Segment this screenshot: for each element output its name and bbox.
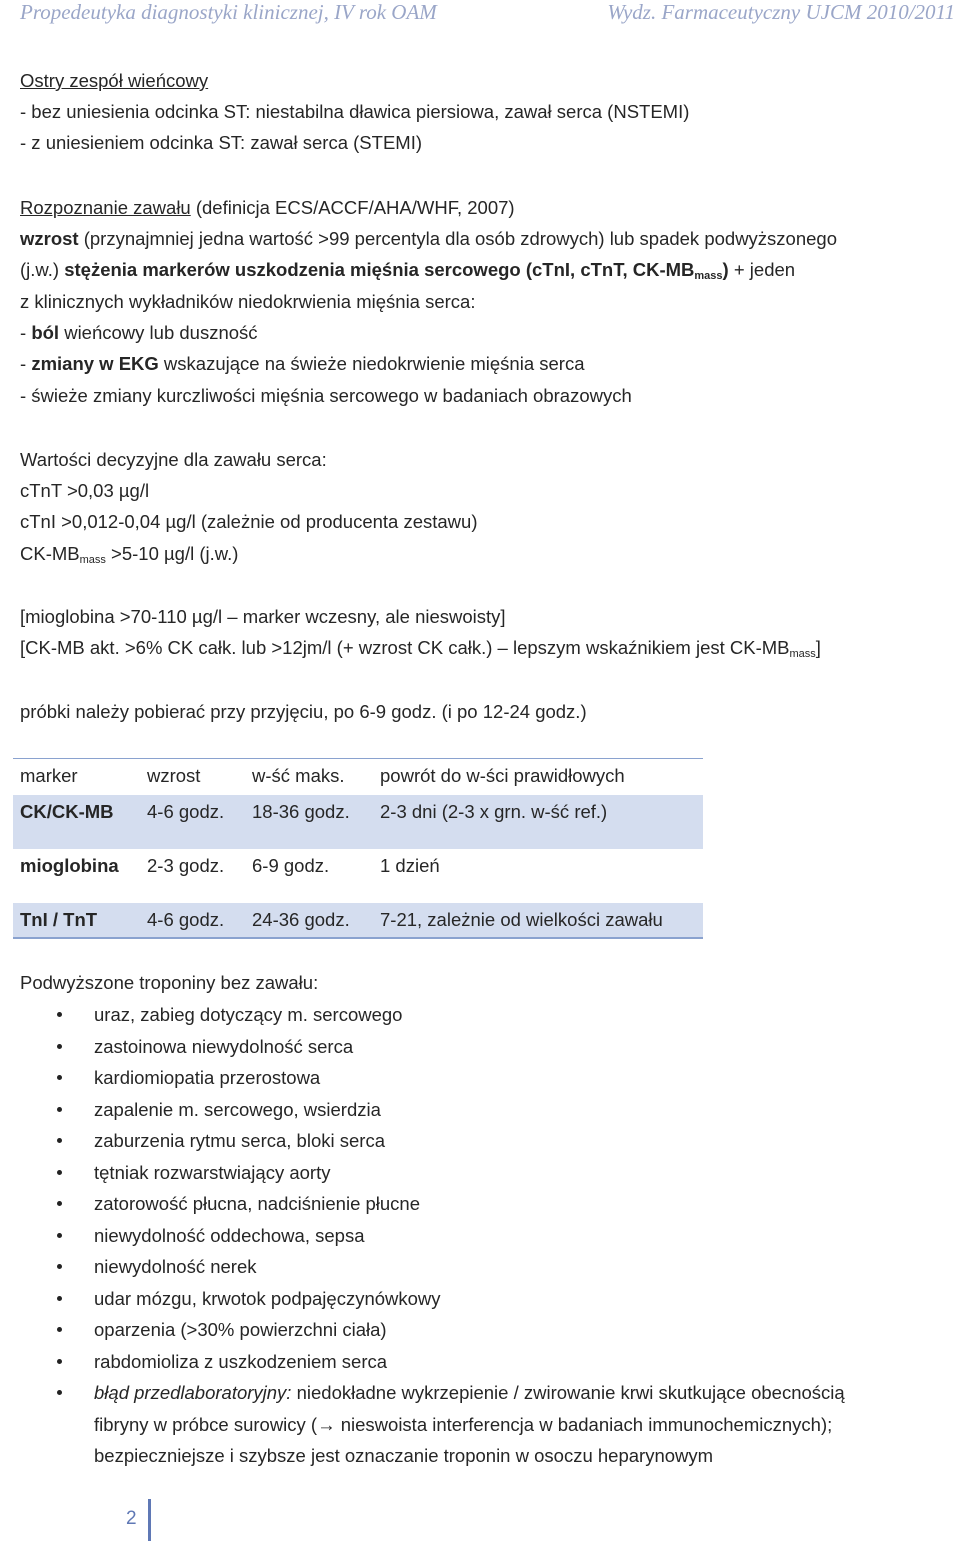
header-course: Propedeutyka diagnostyki klinicznej, IV rok OAM [20,0,437,24]
table-cell: 2-3 dni (2-3 x grn. w-ść ref.) [380,801,608,822]
diag-l4-a: - [20,322,32,343]
table-cell: 4-6 godz. [147,801,225,822]
bullet-icon [57,1296,62,1301]
table-cell-marker: CK/CK-MB [20,801,114,822]
decision-title: Wartości decyzyjne dla zawału serca: [20,449,327,470]
list-item: tętniak rozwarstwiający aorty [94,1162,331,1183]
diag-l1-bold: wzrost [20,228,79,249]
bullet-icon [57,1138,62,1143]
diag-line-3: z klinicznych wykładników niedokrwienia mięśnia serca: [20,291,476,312]
diag-l4-bold: ból [31,322,60,343]
last-item-italic: błąd przedlaboratoryjny: [94,1382,292,1403]
list-item: zastoinowa niewydolność serca [94,1036,354,1057]
diag-line-2 [20,258,795,282]
bullet-icon [57,1107,62,1112]
table-row [13,849,703,903]
decision-line-3 [20,542,238,566]
table-cell: 7-21, zależnie od wielkości zawału [380,909,663,930]
list-item: zatorowość płucna, nadciśnienie płucne [94,1193,421,1214]
list-item: rabdomioliza z uszkodzeniem serca [94,1351,388,1372]
table-cell: 2-3 godz. [147,855,225,876]
list-item: kardiomiopatia przerostowa [94,1067,321,1088]
note-l2-sub: mass [789,648,816,660]
note-line-1: [mioglobina >70-110 µg/l – marker wczesny, ale nieswoisty] [20,606,506,627]
decision-line-2: cTnI >0,012-0,04 µg/l (zależnie od producenta zestawu) [20,511,478,532]
list-item: niewydolność nerek [94,1256,257,1277]
table-cell-marker: mioglobina [20,855,119,876]
note-l2-a: [CK-MB akt. >6% CK całk. lub >12jm/l (+ wzrost CK całk.) – lepszym wskaźnikiem jest CK-MB [20,637,790,658]
decision-l3-rest: >5-10 µg/l (j.w.) [105,543,239,564]
table-cell-marker: TnI / TnT [20,909,98,930]
acs-line-2: - z uniesieniem odcinka ST: zawał serca (STEMI) [20,132,422,153]
bullet-icon [57,1359,62,1364]
diag-l5-a: - [20,353,32,374]
note-l2-end: ] [815,637,821,658]
decision-line-1: cTnT >0,03 µg/l [20,480,150,501]
diag-l4-rest: wieńcowy lub duszność [59,322,258,343]
diag-title-rest: (definicja ECS/ACCF/AHA/WHF, 2007) [190,197,515,218]
table-cell: 1 dzień [380,855,440,876]
diag-l2-rest: + jeden [728,259,796,280]
table-cell: 4-6 godz. [147,909,225,930]
running-header [20,0,955,28]
diag-l2-sub: mass [694,270,723,282]
diag-l5-rest: wskazujące na świeże niedokrwienie mięśnia serca [158,353,585,374]
table-header-cell: w-ść maks. [252,765,345,786]
note-line-3: próbki należy pobierać przy przyjęciu, po 6-9 godz. (i po 12-24 godz.) [20,701,587,722]
list-item-continued: bezpieczniejsze i szybsze jest oznaczanie troponin w osoczu heparynowym [94,1445,714,1466]
diag-l5-bold: zmiany w EKG [31,353,159,374]
table-row [13,903,703,939]
list-item-last [94,1381,845,1405]
list-item: zapalenie m. sercowego, wsierdzia [94,1099,381,1120]
bullet-icon [57,1327,62,1332]
list-item-continued: fibryny w próbce surowicy (→ nieswoista interferencja w badaniach immunochemicznych); [94,1414,833,1435]
bullet-icon [57,1264,62,1269]
table-header-row [13,758,703,796]
list-item: udar mózgu, krwotok podpajęczynówkowy [94,1288,441,1309]
table-header-cell: wzrost [147,765,201,786]
list-item: zaburzenia rytmu serca, bloki serca [94,1130,385,1151]
list-item: niewydolność oddechowa, sepsa [94,1225,365,1246]
diag-l2-bold-end: ) [722,259,729,280]
diag-line-6: - świeże zmiany kurczliwości mięśnia sercowego w badaniach obrazowych [20,385,632,406]
bullet-icon [57,1233,62,1238]
acs-line-1: - bez uniesienia odcinka ST: niestabilna dławica piersiowa, zawał serca (NSTEMI) [20,101,690,122]
diag-line-1 [20,227,837,251]
table-cell: 6-9 godz. [252,855,330,876]
diag-title: Rozpoznanie zawału [20,197,191,218]
bullet-icon [57,1012,62,1017]
bullet-icon [57,1201,62,1206]
decision-l3-sub: mass [79,554,106,566]
bullet-icon [57,1075,62,1080]
table-row [13,795,703,849]
diag-l1-rest: (przynajmniej jedna wartość >99 percentyla dla osób zdrowych) lub spadek podwyższonego [78,228,837,249]
bullet-icon [57,1390,62,1395]
list-item: uraz, zabieg dotyczący m. sercowego [94,1004,403,1025]
diag-l2-a: (j.w.) [20,259,65,280]
note-line-2 [20,636,821,660]
decision-l3-a: CK-MB [20,543,80,564]
bullet-icon [57,1170,62,1175]
header-faculty: Wydz. Farmaceutyczny UJCM 2010/2011 [607,0,955,24]
table-header-cell: marker [20,765,78,786]
page-number-bar [148,1499,151,1541]
diag-l2-bold: stężenia markerów uszkodzenia mięśnia sercowego (cTnI, cTnT, CK-MB [64,259,695,280]
last-item-rest: niedokładne wykrzepienie / zwirowanie krwi skutkujące obecnością [291,1382,845,1403]
table-cell: 18-36 godz. [252,801,350,822]
diag-line-5 [20,352,585,376]
table-header-cell: powrót do w-ści prawidłowych [380,765,625,786]
bullet-icon [57,1044,62,1049]
diag-line-4 [20,321,258,345]
list-item: oparzenia (>30% powierzchni ciała) [94,1319,387,1340]
acs-title: Ostry zespół wieńcowy [20,70,209,91]
diag-title-line [20,196,515,220]
page-number: 2 [126,1508,137,1529]
table-cell: 24-36 godz. [252,909,350,930]
troponin-title: Podwyższone troponiny bez zawału: [20,972,319,993]
